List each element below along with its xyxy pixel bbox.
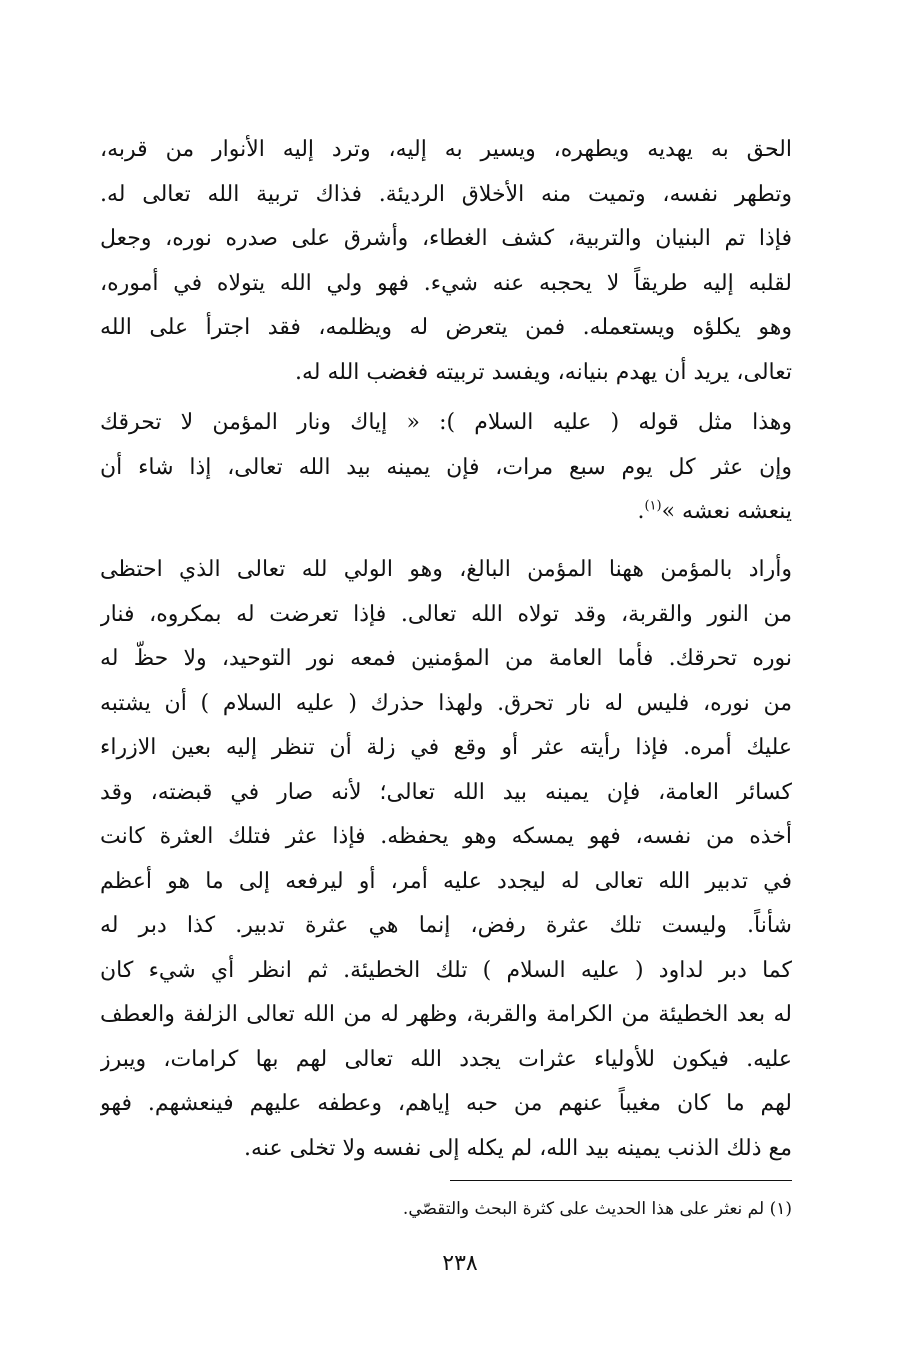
paragraph-line: لهم ما كان مغيباً عنهم من حبه إياهم، وعطفه عليهم فينعشهم. فهو [100,1091,792,1116]
paragraph-3 [100,548,792,1171]
paragraph-line: شأناً. وليست تلك عثرة رفض، إنما هي عثرة تدبير. كذا دبر له [100,913,792,938]
paragraph-2 [100,401,792,535]
paragraph-line: عليك أمره. فإذا رأيته عثر أو وقع في زلة أن تنظر إليه بعين الازراء [100,735,792,760]
paragraph-line: كسائر العامة، فإن يمينه بيد الله تعالى؛ لأنه صار في قبضته، وقد [100,779,792,805]
paragraph-line: في تدبير الله تعالى له ليجدد عليه أمر، أو ليرفعه إلى ما هو أعظم [100,868,792,894]
page-number: ٢٣٨ [442,1251,478,1276]
paragraph-line: وأراد بالمؤمن ههنا المؤمن البالغ، وهو الولي لله تعالى الذي احتظى [100,557,792,582]
paragraph-line: وإن عثر كل يوم سبع مرات، فإن يمينه بيد الله تعالى، إذا شاء أن [100,454,792,480]
paragraph-line: أخذه من نفسه، فهو يمسكه وهو يحفظه. فإذا عثر فتلك العثرة كانت [100,824,792,849]
paragraph-line: مع ذلك الذنب يمينه بيد الله، لم يكله إلى نفسه ولا تخلى عنه. [244,1135,792,1161]
paragraph-line-with-footnote [100,490,792,535]
footnote-reference[interactable]: (١) [644,498,662,514]
paragraph-line: عليه. فيكون للأولياء عثرات يجدد الله تعالى لهم بها كرامات، ويبرز [100,1046,792,1072]
paragraph-line: تعالى، يريد أن يهدم بنيانه، ويفسد تربيته فغضب الله له. [295,359,792,385]
paragraph-1 [100,128,792,395]
paragraph-line-text: ينعشه نعشه » [661,499,792,524]
paragraph-line: وتطهر نفسه، وتميت منه الأخلاق الرديئة. فذاك تربية الله تعالى له. [100,181,792,207]
paragraph-line: لقلبه إليه طريقاً لا يحجبه عنه شيء. فهو ولي الله يتولاه في أموره، [100,270,792,296]
paragraph-line: له بعد الخطيئة من الكرامة والقربة، وظهر له من الله تعالى الزلفة والعطف [100,1002,792,1027]
paragraph-line: فإذا تم البنيان والتربية، كشف الغطاء، وأشرق على صدره نوره، وجعل [100,226,792,251]
paragraph-line: من نوره، فليس له نار تحرق. ولهذا حذرك ( عليه السلام ) أن يشتبه [100,690,792,716]
footnote-text: (١) لم نعثر على هذا الحديث على كثرة البحث والتقصّي. [402,1199,792,1219]
footnote-divider [450,1180,792,1181]
paragraph-line: من النور والقربة، وقد تولاه الله تعالى. فإذا تعرضت له بمكروه، فنار [100,601,792,627]
sentence-end: . [637,499,645,524]
paragraph-line: نوره تحرقك. فأما العامة من المؤمنين فمعه نور التوحيد، ولا حظّ له [100,646,792,671]
paragraph-line: وهذا مثل قوله ( عليه السلام ): « إياك ونار المؤمن لا تحرقك [100,410,792,435]
paragraph-line: وهو يكلؤه ويستعمله. فمن يتعرض له ويظلمه، فقد اجترأ على الله [100,315,792,340]
paragraph-line: الحق به يهديه ويطهره، ويسير به إليه، وترد إليه الأنوار من قربه، [100,137,792,162]
paragraph-line: كما دبر لداود ( عليه السلام ) تلك الخطيئة. ثم انظر أي شيء كان [100,957,792,983]
